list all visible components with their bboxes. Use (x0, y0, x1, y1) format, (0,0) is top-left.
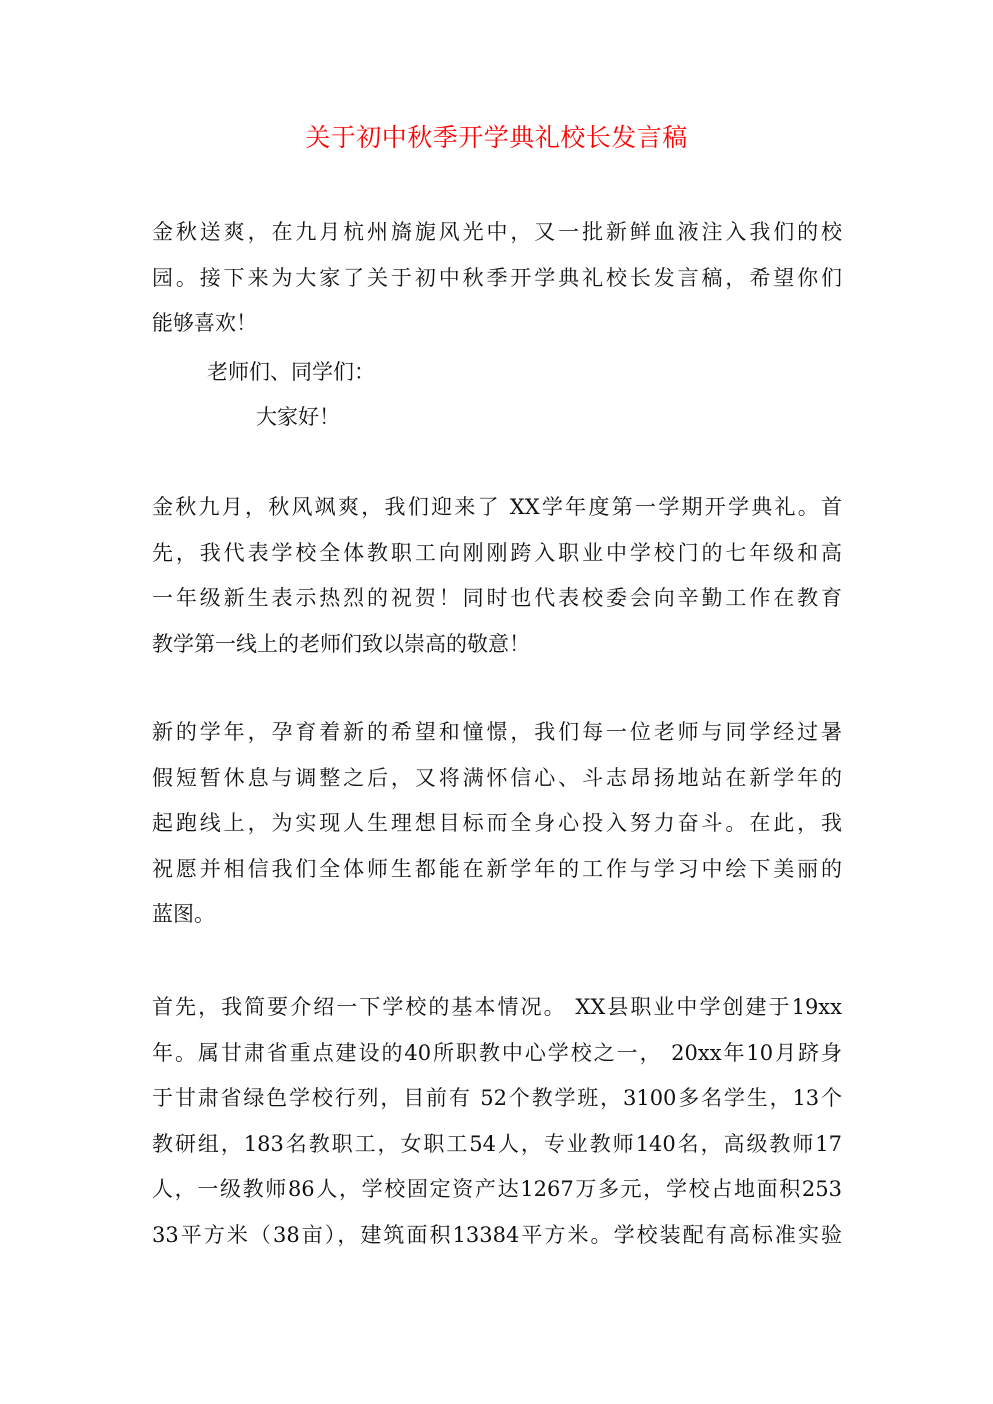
text-line: 起跑线上，为实现人生理想目标而全身心投入努力奋斗。在此，我 (152, 811, 842, 835)
text-line: 33平方米（38亩），建筑面积13384平方米。学校装配有高标准实验 (152, 1222, 842, 1247)
text-line: 老师们、同学们： (207, 360, 375, 384)
paragraph-intro (152, 210, 842, 347)
text-line: 于甘肃省绿色学校行列，目前有 52个教学班，3100多名学生，13个 (152, 1086, 842, 1110)
text-line: 大家好！ (256, 405, 340, 429)
paragraph-school-info (152, 985, 842, 1258)
text-line: 年。属甘肃省重点建设的40所职教中心学校之一， 20xx年10月跻身 (152, 1040, 842, 1065)
document-title: 关于初中秋季开学典礼校长发言稿 (305, 123, 688, 152)
text-line: 先，我代表学校全体教职工向刚刚跨入职业中学校门的七年级和高 (152, 540, 842, 565)
text-line: 教研组，183名教职工，女职工54人，专业教师140名，高级教师17 (152, 1131, 842, 1156)
text-line: 蓝图。 (152, 902, 215, 926)
text-line: 一年级新生表示热烈的祝贺！同时也代表校委会向辛勤工作在教育 (152, 586, 842, 610)
text-line: 假短暂休息与调整之后，又将满怀信心、斗志昂扬地站在新学年的 (152, 765, 842, 790)
paragraph-new-year (152, 710, 842, 938)
salutation (207, 350, 507, 396)
text-line: 祝愿并相信我们全体师生都能在新学年的工作与学习中绘下美丽的 (152, 856, 842, 881)
paragraph-opening (152, 485, 842, 667)
text-line: 新的学年，孕育着新的希望和憧憬，我们每一位老师与同学经过暑 (152, 720, 842, 744)
text-line: 园。接下来为大家了关于初中秋季开学典礼校长发言稿，希望你们 (152, 265, 842, 290)
text-line: 金秋九月，秋风飒爽，我们迎来了 XX学年度第一学期开学典礼。首 (152, 495, 842, 519)
text-line: 金秋送爽，在九月杭州旖旎风光中，又一批新鲜血液注入我们的校 (152, 220, 842, 244)
text-line: 首先，我简要介绍一下学校的基本情况。 XX县职业中学创建于19xx (152, 995, 842, 1019)
text-line: 教学第一线上的老师们致以崇高的敬意！ (152, 631, 530, 656)
greeting (256, 395, 556, 441)
text-line: 能够喜欢！ (152, 311, 257, 335)
text-line: 人，一级教师86人，学校固定资产达1267万多元，学校占地面积253 (152, 1177, 842, 1201)
